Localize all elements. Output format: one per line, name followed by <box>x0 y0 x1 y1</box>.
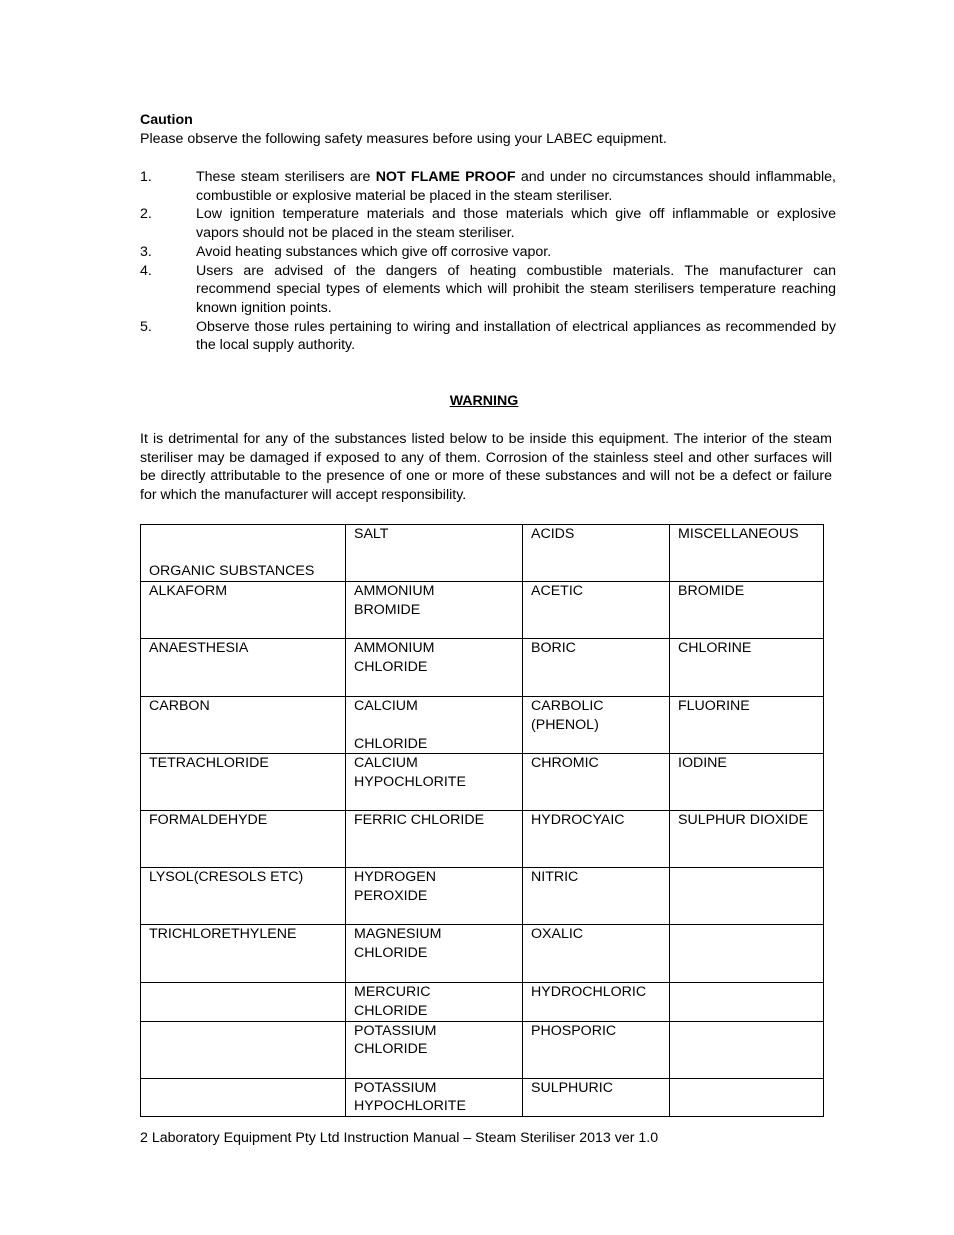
table-cell: AMMONIUM BROMIDE <box>346 582 523 639</box>
table-cell <box>670 1078 824 1116</box>
table-cell: CHROMIC <box>523 754 670 811</box>
list-text: Low ignition temperature materials and those materials which give off inflammable or explosive vapors should not be placed in the steam steriliser. <box>196 206 836 242</box>
table-cell: BROMIDE <box>670 582 824 639</box>
caution-heading: Caution <box>140 112 193 128</box>
list-text: Users are advised of the dangers of heating combustible materials. The manufacturer can recommend special types of elements which will prohibit the steam sterilisers temperature reaching known ignition points. <box>196 262 836 316</box>
table-cell: AMMONIUM CHLORIDE <box>346 639 523 697</box>
table-cell: TRICHLORETHYLENE <box>141 925 346 983</box>
table-cell: ACETIC <box>523 582 670 639</box>
table-cell <box>141 1021 346 1078</box>
table-cell <box>670 1021 824 1078</box>
table-header-row <box>141 525 824 582</box>
caution-intro: Please observe the following safety measures before using your LABEC equipment. <box>140 131 667 147</box>
table-cell: BORIC <box>523 639 670 697</box>
table-cell: LYSOL(CRESOLS ETC) <box>141 868 346 925</box>
table-cell: PHOSPORIC <box>523 1021 670 1078</box>
table-cell <box>141 1078 346 1116</box>
table-row <box>141 983 824 1021</box>
table-cell: POTASSIUM CHLORIDE <box>346 1021 523 1078</box>
list-text: Avoid heating substances which give off corrosive vapor. <box>196 243 552 260</box>
list-number: 2. <box>140 206 152 223</box>
table-row <box>141 868 824 925</box>
table-header-cell: MISCELLANEOUS <box>670 525 824 582</box>
table-row <box>141 754 824 811</box>
table-cell: HYDROCYAIC <box>523 811 670 868</box>
table-cell: IODINE <box>670 754 824 811</box>
list-number: 3. <box>140 243 152 260</box>
table-row <box>141 697 824 754</box>
table-cell: CHLORINE <box>670 639 824 697</box>
list-item <box>140 205 836 242</box>
table-row <box>141 1078 824 1116</box>
table-row <box>141 925 824 983</box>
table-header-cell: ACIDS <box>523 525 670 582</box>
table-row <box>141 639 824 697</box>
table-cell: HYDROCHLORIC <box>523 983 670 1021</box>
table-cell <box>670 983 824 1021</box>
table-row <box>141 1021 824 1078</box>
table-cell <box>670 925 824 983</box>
table-cell: ALKAFORM <box>141 582 346 639</box>
table-cell: CALCIUM HYPOCHLORITE <box>346 754 523 811</box>
list-item <box>140 262 836 318</box>
table-header-cell: SALT <box>346 525 523 582</box>
table-cell <box>141 983 346 1021</box>
table-cell: FLUORINE <box>670 697 824 754</box>
list-number: 5. <box>140 318 152 335</box>
safety-list <box>140 168 836 355</box>
list-item <box>140 168 836 205</box>
table-cell: CARBOLIC (PHENOL) <box>523 697 670 754</box>
table-cell: MERCURIC CHLORIDE <box>346 983 523 1021</box>
table-cell: NITRIC <box>523 868 670 925</box>
list-text: These steam sterilisers are NOT FLAME PROOF and under no circumstances should inflammable, combustible or explosive material be placed in the steam steriliser. <box>196 169 836 204</box>
table-cell: FORMALDEHYDE <box>141 811 346 868</box>
table-row <box>141 811 824 868</box>
table-cell: CARBON <box>141 697 346 754</box>
table-cell: POTASSIUM HYPOCHLORITE <box>346 1078 523 1116</box>
list-item <box>140 318 836 355</box>
table-header-cell: ORGANIC SUBSTANCES <box>141 525 346 582</box>
list-item <box>140 243 836 262</box>
page-footer: 2 Laboratory Equipment Pty Ltd Instruction Manual – Steam Steriliser 2013 ver 1.0 <box>140 1130 659 1146</box>
table-row <box>141 582 824 639</box>
table-cell: SULPHURIC <box>523 1078 670 1116</box>
table-cell: TETRACHLORIDE <box>141 754 346 811</box>
warning-heading: WARNING <box>449 393 519 409</box>
list-text: Observe those rules pertaining to wiring and installation of electrical appliances as recommended by the local supply authority. <box>196 318 836 354</box>
table-cell: HYDROGEN PEROXIDE <box>346 868 523 925</box>
warning-paragraph: It is detrimental for any of the substances listed below to be inside this equipment. The interior of the steam steriliser may be damaged if exposed to any of them. Corrosion of the stainless steel and other surfaces will be directly attributable to the presence of one or more of these substances and will not be a defect or failure for which the manufacturer will accept responsibility. <box>140 431 832 504</box>
table-cell: OXALIC <box>523 925 670 983</box>
table-cell: SULPHUR DIOXIDE <box>670 811 824 868</box>
list-number: 1. <box>140 169 152 185</box>
substances-table <box>140 524 824 1117</box>
table-cell <box>670 868 824 925</box>
list-number: 4. <box>140 262 152 279</box>
table-cell: MAGNESIUM CHLORIDE <box>346 925 523 983</box>
table-cell: FERRIC CHLORIDE <box>346 811 523 868</box>
table-cell: CALCIUM CHLORIDE <box>346 697 523 754</box>
table-cell: ANAESTHESIA <box>141 639 346 697</box>
